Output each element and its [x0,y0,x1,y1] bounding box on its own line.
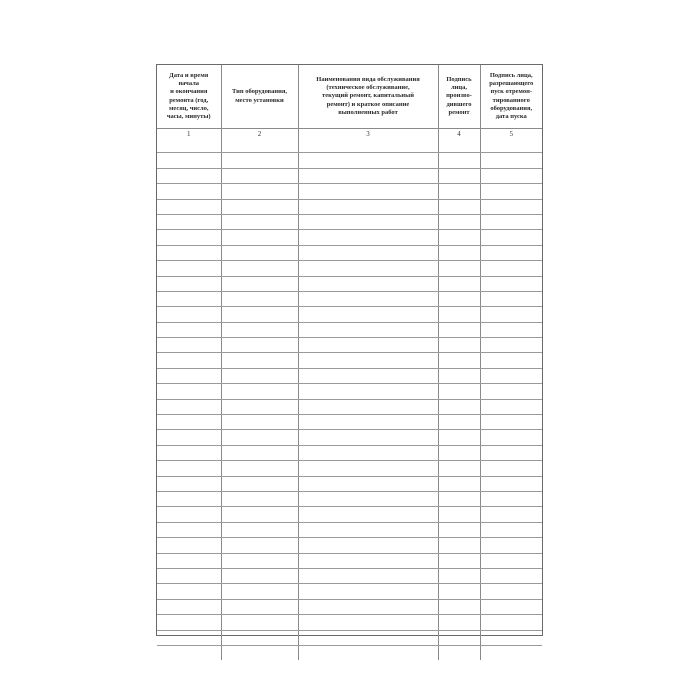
repair-log-table [157,65,542,660]
log-cell [157,522,221,537]
log-cell [438,599,480,614]
log-cell [221,507,298,522]
log-cell [157,307,221,322]
log-cell [438,538,480,553]
log-cell [480,353,542,368]
log-cell [480,291,542,306]
log-cell [157,230,221,245]
log-cell [298,199,438,214]
log-cell [298,261,438,276]
log-cell [438,399,480,414]
log-cell [221,353,298,368]
log-cell [480,138,542,153]
log-row [157,522,542,537]
log-cell [221,214,298,229]
log-cell [298,338,438,353]
log-cell [221,599,298,614]
log-cell [438,261,480,276]
log-row [157,138,542,153]
log-cell [480,245,542,260]
log-cell [480,430,542,445]
log-cell [221,291,298,306]
log-cell [221,445,298,460]
log-row [157,307,542,322]
column-number-1: 1 [157,129,221,139]
log-cell [221,168,298,183]
log-cell [480,168,542,183]
log-row [157,322,542,337]
column-header-service-type: Наименования вида обслуживания (техническое обслуживание, текущий ремонт, капитальный ремонт) и краткое описание выполненных работ [298,65,438,129]
log-cell [480,415,542,430]
log-cell [480,368,542,383]
log-cell [298,491,438,506]
log-cell [157,276,221,291]
log-cell [157,491,221,506]
log-cell [438,507,480,522]
log-row [157,645,542,660]
log-row [157,199,542,214]
log-cell [438,153,480,168]
log-row [157,491,542,506]
log-cell [438,338,480,353]
log-row [157,291,542,306]
log-cell [480,553,542,568]
log-cell [480,615,542,630]
log-cell [298,384,438,399]
log-cell [298,430,438,445]
log-cell [480,399,542,414]
column-header-approver-signature: Подпись лица, разрешающего пуск отремон- тированного оборудования, дата пуска [480,65,542,129]
log-cell [298,630,438,645]
log-cell [480,322,542,337]
log-cell [438,168,480,183]
log-cell [221,184,298,199]
log-cell [157,615,221,630]
column-number-3: 3 [298,129,438,139]
log-row [157,568,542,583]
log-cell [221,615,298,630]
log-cell [480,645,542,660]
log-cell [221,338,298,353]
log-cell [480,338,542,353]
log-cell [157,599,221,614]
log-row [157,214,542,229]
log-cell [480,522,542,537]
log-cell [480,445,542,460]
column-number-row [157,129,542,139]
log-cell [157,507,221,522]
log-cell [438,138,480,153]
log-cell [438,307,480,322]
log-cell [157,568,221,583]
log-cell [298,599,438,614]
log-cell [298,230,438,245]
log-cell [298,245,438,260]
log-cell [438,291,480,306]
log-cell [438,322,480,337]
log-cell [221,276,298,291]
log-row [157,399,542,414]
log-cell [157,461,221,476]
log-row [157,184,542,199]
log-cell [438,445,480,460]
log-cell [157,199,221,214]
log-cell [438,645,480,660]
log-cell [298,553,438,568]
log-cell [221,461,298,476]
log-cell [298,322,438,337]
log-cell [298,461,438,476]
log-cell [298,153,438,168]
column-number-4: 4 [438,129,480,139]
log-row [157,615,542,630]
log-cell [438,214,480,229]
log-cell [480,538,542,553]
log-cell [221,584,298,599]
log-cell [438,568,480,583]
log-cell [438,353,480,368]
log-cell [298,353,438,368]
log-cell [221,430,298,445]
log-row [157,353,542,368]
log-cell [157,553,221,568]
log-cell [298,291,438,306]
log-cell [157,415,221,430]
log-row [157,461,542,476]
log-cell [438,461,480,476]
log-cell [480,599,542,614]
log-row [157,538,542,553]
log-cell [157,245,221,260]
log-cell [221,384,298,399]
log-cell [298,645,438,660]
log-cell [221,399,298,414]
log-cell [221,153,298,168]
log-cell [438,553,480,568]
log-row [157,476,542,491]
log-cell [438,415,480,430]
log-cell [221,645,298,660]
log-cell [221,522,298,537]
log-cell [221,307,298,322]
log-cell [480,461,542,476]
log-cell [221,230,298,245]
column-number-5: 5 [480,129,542,139]
log-cell [298,476,438,491]
log-row [157,245,542,260]
log-cell [480,199,542,214]
log-cell [438,230,480,245]
log-cell [438,384,480,399]
log-row [157,261,542,276]
log-cell [480,261,542,276]
column-header-datetime: Дата и время начала и окончания ремонта (год, месяц, число, часы, минуты) [157,65,221,129]
log-cell [298,399,438,414]
log-cell [480,276,542,291]
log-cell [221,245,298,260]
log-cell [157,584,221,599]
log-cell [157,353,221,368]
log-cell [298,584,438,599]
log-cell [298,507,438,522]
log-row [157,368,542,383]
log-row [157,507,542,522]
log-cell [298,522,438,537]
log-row [157,430,542,445]
log-cell [298,538,438,553]
log-cell [157,168,221,183]
log-row [157,599,542,614]
log-row [157,168,542,183]
log-cell [221,553,298,568]
log-cell [157,291,221,306]
log-cell [438,368,480,383]
log-cell [438,615,480,630]
log-cell [221,415,298,430]
log-cell [438,184,480,199]
column-number-2: 2 [221,129,298,139]
log-row [157,276,542,291]
log-cell [480,153,542,168]
log-row [157,338,542,353]
log-cell [298,615,438,630]
log-cell [157,445,221,460]
log-cell [157,399,221,414]
log-cell [438,276,480,291]
log-cell [298,214,438,229]
log-cell [480,568,542,583]
log-cell [298,445,438,460]
log-cell [157,368,221,383]
log-row [157,384,542,399]
log-cell [157,430,221,445]
log-cell [221,568,298,583]
log-cell [480,307,542,322]
log-row [157,630,542,645]
log-cell [438,476,480,491]
column-header-repairer-signature: Подпись лица, произво- дившего ремонт [438,65,480,129]
log-cell [157,214,221,229]
log-row [157,445,542,460]
log-cell [298,568,438,583]
log-cell [480,476,542,491]
log-cell [221,322,298,337]
log-cell [298,307,438,322]
log-cell [298,276,438,291]
log-cell [157,338,221,353]
header-row [157,65,542,129]
log-cell [157,153,221,168]
column-header-equipment: Тип оборудования, место установки [221,65,298,129]
log-entries [157,138,542,660]
log-cell [157,384,221,399]
log-cell [157,138,221,153]
log-cell [157,538,221,553]
log-row [157,584,542,599]
log-cell [221,368,298,383]
log-cell [438,522,480,537]
log-cell [298,138,438,153]
repair-log-page [156,64,543,636]
log-cell [157,184,221,199]
log-row [157,415,542,430]
log-cell [221,261,298,276]
log-cell [298,415,438,430]
log-cell [298,168,438,183]
log-cell [438,584,480,599]
log-cell [221,476,298,491]
log-cell [157,630,221,645]
log-cell [480,491,542,506]
log-cell [480,384,542,399]
log-cell [438,245,480,260]
log-cell [438,430,480,445]
log-cell [157,476,221,491]
log-cell [157,645,221,660]
log-cell [480,584,542,599]
log-cell [221,138,298,153]
log-cell [480,507,542,522]
log-row [157,153,542,168]
log-cell [157,322,221,337]
log-cell [298,184,438,199]
log-cell [221,491,298,506]
log-cell [438,491,480,506]
log-row [157,553,542,568]
log-cell [438,630,480,645]
log-row [157,230,542,245]
log-cell [221,199,298,214]
log-cell [480,230,542,245]
log-cell [480,214,542,229]
log-cell [480,630,542,645]
log-cell [157,261,221,276]
log-cell [221,538,298,553]
log-cell [221,630,298,645]
log-cell [438,199,480,214]
log-cell [298,368,438,383]
log-cell [480,184,542,199]
